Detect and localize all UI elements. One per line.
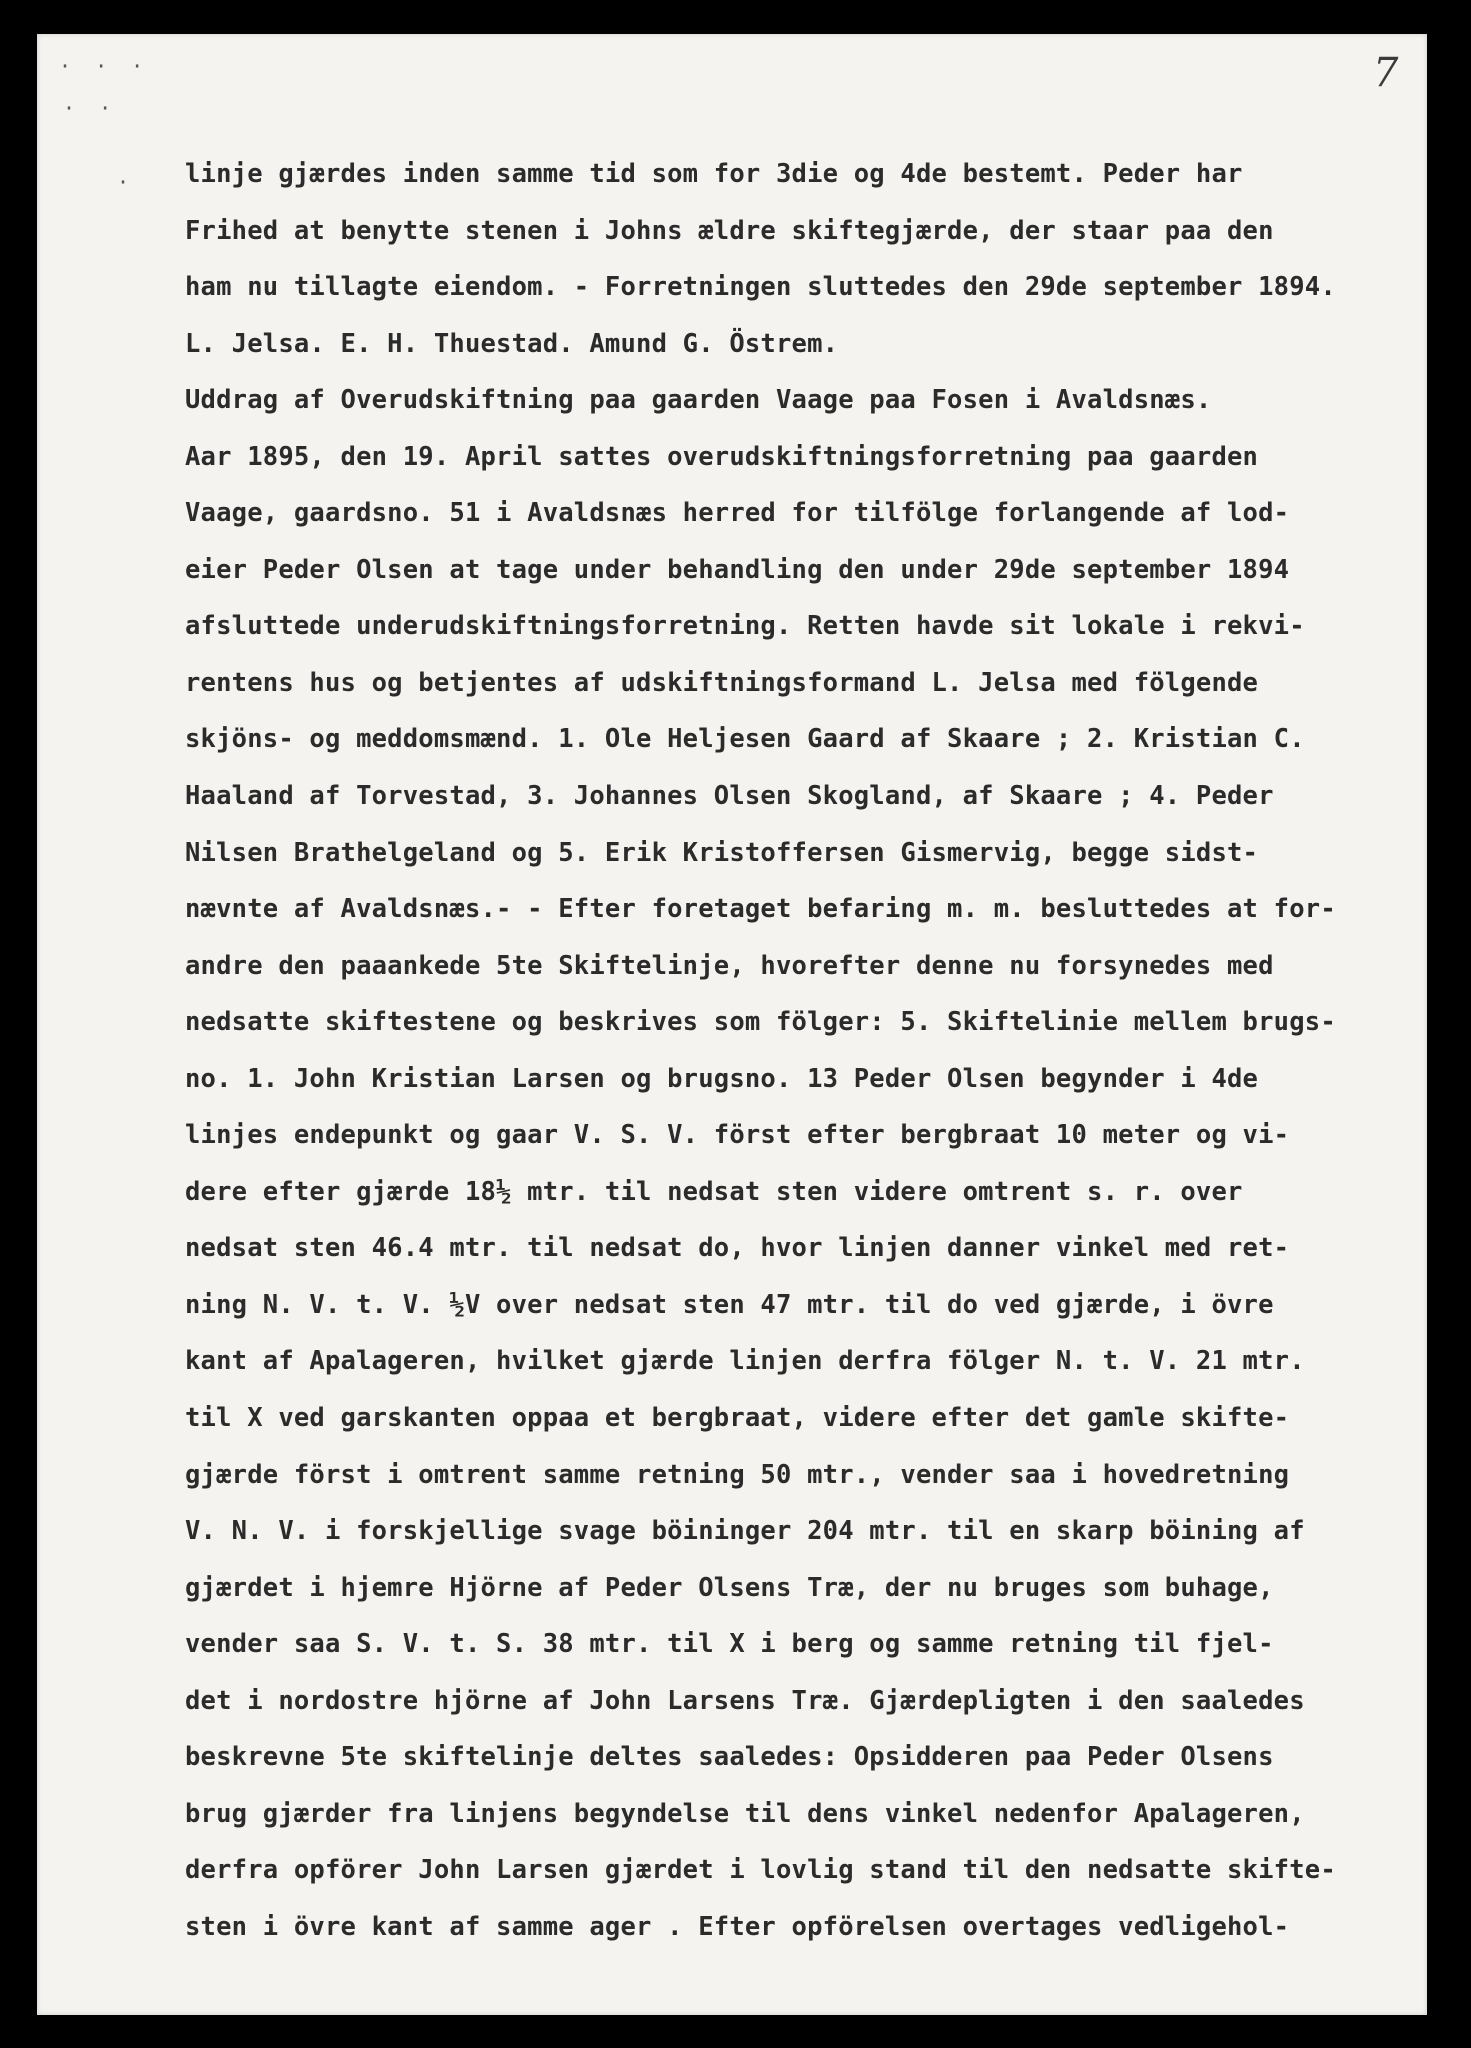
text-line: beskrevne 5te skiftelinje deltes saaledes: Opsidderen paa Peder Olsens: [185, 1742, 1274, 1773]
text-line: derfra opförer John Larsen gjærdet i lovlig stand til den nedsatte skifte-: [185, 1855, 1336, 1886]
text-line: Haaland af Torvestad, 3. Johannes Olsen Skogland, af Skaare ; 4. Peder: [185, 781, 1274, 812]
text-line: no. 1. John Kristian Larsen og brugsno. 13 Peder Olsen begynder i 4de: [185, 1063, 1259, 1094]
corner-mark: ·: [117, 170, 136, 194]
text-line: gjærdet i hjemre Hjörne af Peder Olsens Træ, der nu bruges som buhage,: [185, 1572, 1274, 1603]
text-line: nedsat sten 46.4 mtr. til nedsat do, hvor linjen danner vinkel med ret-: [185, 1233, 1290, 1264]
text-line: nedsatte skiftestene og beskrives som fölger: 5. Skiftelinie mellem brugs-: [185, 1007, 1336, 1038]
text-line: L. Jelsa. E. H. Thuestad. Amund G. Östrem.: [185, 328, 839, 359]
corner-mark: · ·: [63, 96, 118, 120]
text-line: eier Peder Olsen at tage under behandling den under 29de september 1894: [185, 554, 1290, 585]
text-line: Vaage, gaardsno. 51 i Avaldsnæs herred for tilfölge forlangende af lod-: [185, 498, 1290, 529]
text-line: dere efter gjærde 18½ mtr. til nedsat sten videre omtrent s. r. over: [185, 1176, 1243, 1207]
text-line: ham nu tillagte eiendom. - Forretningen sluttedes den 29de september 1894.: [185, 272, 1336, 303]
text-line: det i nordostre hjörne af John Larsens Træ. Gjærdepligten i den saaledes: [185, 1685, 1305, 1716]
text-line: Nilsen Brathelgeland og 5. Erik Kristoffersen Gismervig, begge sidst-: [185, 837, 1259, 868]
text-line: vender saa S. V. t. S. 38 mtr. til X i berg og samme retning til fjel-: [185, 1629, 1274, 1660]
typed-text-body: [185, 146, 1425, 1956]
text-line: ning N. V. t. V. ½V over nedsat sten 47 mtr. til do ved gjærde, i övre: [185, 1289, 1274, 1320]
text-line: sten i övre kant af samme ager . Efter opförelsen overtages vedligehol-: [185, 1911, 1290, 1942]
text-line: skjöns- og meddomsmænd. 1. Ole Heljesen Gaard af Skaare ; 2. Kristian C.: [185, 724, 1305, 755]
text-line: rentens hus og betjentes af udskiftningsformand L. Jelsa med fölgende: [185, 667, 1259, 698]
text-line: kant af Apalageren, hvilket gjærde linjen derfra fölger N. t. V. 21 mtr.: [185, 1346, 1305, 1377]
text-line: Frihed at benytte stenen i Johns ældre skiftegjærde, der staar paa den: [185, 215, 1274, 246]
text-line: andre den paaankede 5te Skiftelinje, hvorefter denne nu forsynedes med: [185, 950, 1274, 981]
text-line: Aar 1895, den 19. April sattes overudskiftningsforretning paa gaarden: [185, 441, 1259, 472]
text-line: til X ved garskanten oppaa et bergbraat, videre efter det gamle skifte-: [185, 1403, 1290, 1434]
corner-mark: · · ·: [59, 54, 150, 78]
page-number: 7: [1373, 50, 1399, 96]
text-line: afsluttede underudskiftningsforretning. Retten havde sit lokale i rekvi-: [185, 611, 1305, 642]
document-page: [37, 34, 1427, 2015]
text-line: V. N. V. i forskjellige svage böininger 204 mtr. til en skarp böining af: [185, 1516, 1305, 1547]
text-line: nævnte af Avaldsnæs.- - Efter foretaget befaring m. m. besluttedes at for-: [185, 894, 1336, 925]
text-line: Uddrag af Overudskiftning paa gaarden Vaage paa Fosen i Avaldsnæs.: [185, 385, 1212, 416]
text-line: gjærde först i omtrent samme retning 50 mtr., vender saa i hovedretning: [185, 1459, 1290, 1490]
text-line: brug gjærder fra linjens begyndelse til dens vinkel nedenfor Apalageren,: [185, 1798, 1305, 1829]
text-line: linje gjærdes inden samme tid som for 3die og 4de bestemt. Peder har: [185, 159, 1243, 189]
text-line: linjes endepunkt og gaar V. S. V. först efter bergbraat 10 meter og vi-: [185, 1120, 1290, 1151]
